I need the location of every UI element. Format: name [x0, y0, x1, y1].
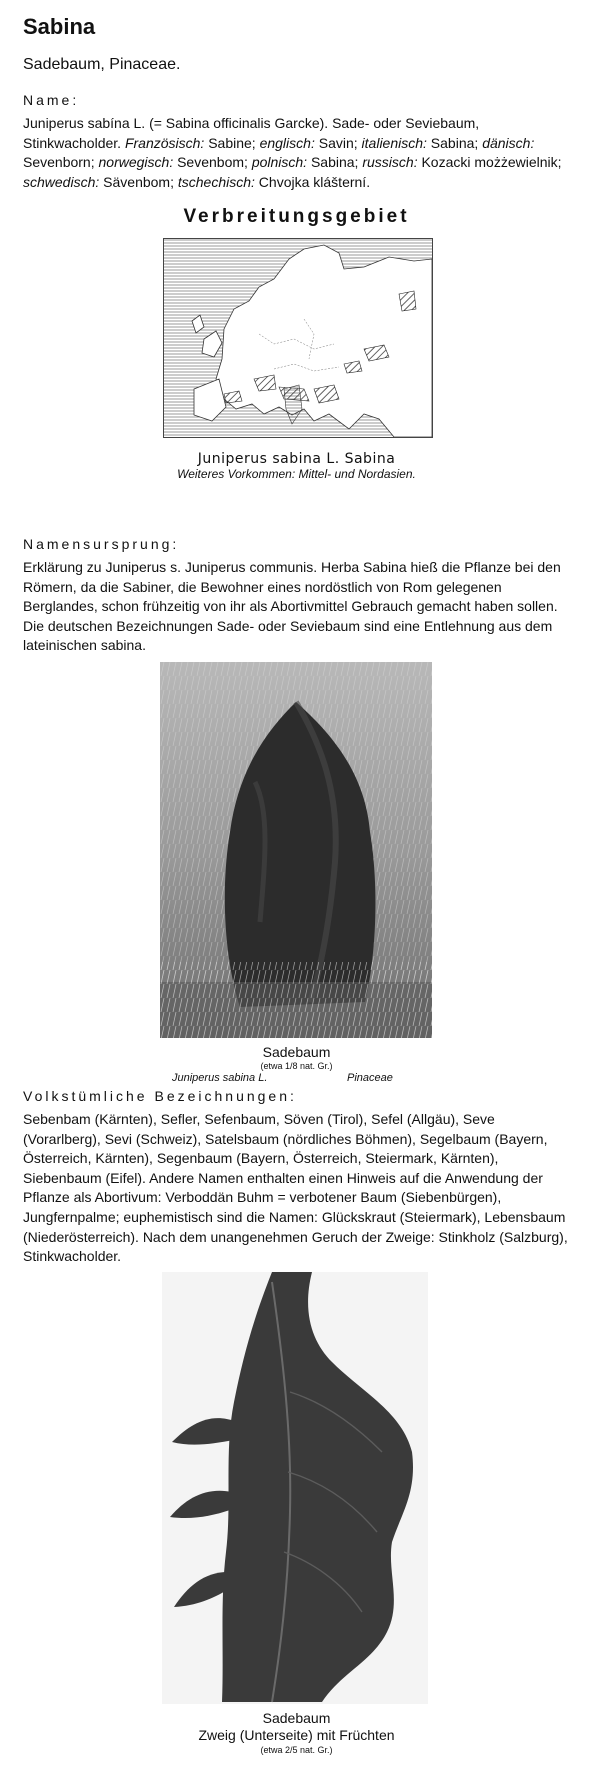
name-paragraph	[23, 114, 571, 192]
name-text-segment: Juniperus sabína L. (= Sabina officinalis Garcke). Sade- oder Seviebaum, Stinkwacholder.	[23, 115, 480, 151]
shrub-photo	[160, 662, 432, 1038]
name-text-segment: Chvojka klášterní.	[254, 173, 371, 190]
twig-photo-scale: (etwa 2/5 nat. Gr.)	[260, 1745, 333, 1755]
language-label: polnisch:	[251, 154, 308, 171]
name-text-segment: Sevenbom;	[173, 154, 252, 171]
name-text-segment: Sabine;	[204, 134, 260, 151]
language-label: dänisch:	[482, 134, 535, 151]
name-text-segment: Kozacki możżewielnik;	[417, 154, 562, 171]
name-text-segment: Savin;	[314, 134, 362, 151]
origin-paragraph: Erklärung zu Juniperus s. Juniperus communis. Herba Sabina hieß die Pflanze bei den Römern, da die Sabiner, die Bewohner eines nordöstlich von Rom gelegenen Berglandes, schon frühzeitig von ihr als Abortivmittel Gebrauch gemacht haben sollen. Die deutschen Bezeichnungen Sade- oder Seviebaum sind eine Entlehnung aus dem lateinischen sabina.	[23, 559, 561, 654]
name-text-segment: Sabina;	[426, 134, 483, 151]
shrub-photo-scale: (etwa 1/8 nat. Gr.)	[260, 1061, 333, 1071]
language-label: norwegisch:	[98, 154, 174, 171]
name-text-segment: Sevenborn;	[23, 154, 99, 171]
page-subtitle: Sadebaum, Pinaceae.	[23, 56, 181, 73]
map-heading: Verbreitungsgebiet	[183, 206, 410, 227]
language-label: schwedisch:	[23, 173, 100, 190]
origin-heading: Namensursprung:	[23, 536, 180, 552]
shrub-photo-caption: Sadebaum	[262, 1044, 331, 1060]
name-text-segment: Sävenbom;	[99, 173, 178, 190]
page-title: Sabina	[23, 14, 96, 39]
europe-map-illustration	[164, 239, 432, 437]
folk-names-paragraph: Sebenbam (Kärnten), Sefler, Sefenbaum, Söven (Tirol), Sefel (Allgäu), Seve (Vorarlberg), Sevi (Schweiz), Satelsbaum (nördliches Böhmen), Segelbaum (Bayern, Österreich, Kärnten), Segenbaum (Bayern, Österreich, Steiermark, Kärnten), Siebenbaum (Eifel). Andere Namen enthalten einen Hinweis auf die Anwendung der Pflanze als Abortivum: Verboddän Buhm = verbotener Baum (Siebenbürgen), Jungfernpalme; euphemistisch sind die Namen: Glückskraut (Steiermark), Lebensbaum (Niederösterreich). Nach dem unangenehmen Geruch der Zweige: Stinkholz (Salzburg), Stinkwacholder.	[23, 1111, 568, 1265]
language-label: englisch:	[259, 134, 315, 151]
distribution-map	[163, 238, 433, 438]
shrub-photo-family: Pinaceae	[347, 1072, 393, 1084]
map-caption: Juniperus sabina L. Sabina	[197, 451, 396, 467]
folk-names-heading: Volkstümliche Bezeichnungen:	[23, 1088, 297, 1104]
language-label: italienisch:	[361, 134, 427, 151]
name-heading: Name:	[23, 92, 80, 108]
name-text-segment: Sabina;	[307, 154, 363, 171]
language-label: russisch:	[362, 154, 418, 171]
twig-illustration	[162, 1272, 428, 1704]
twig-photo-caption-secondary: Zweig (Unterseite) mit Früchten	[198, 1727, 395, 1743]
twig-photo	[162, 1272, 428, 1704]
language-label: tschechisch:	[177, 173, 255, 190]
map-caption-secondary: Weiteres Vorkommen: Mittel- und Nordasien.	[177, 467, 416, 481]
shrub-illustration	[160, 662, 432, 1038]
shrub-photo-species: Juniperus sabina L.	[172, 1072, 268, 1084]
twig-photo-caption: Sadebaum	[262, 1710, 331, 1726]
language-label: Französisch:	[124, 134, 205, 151]
